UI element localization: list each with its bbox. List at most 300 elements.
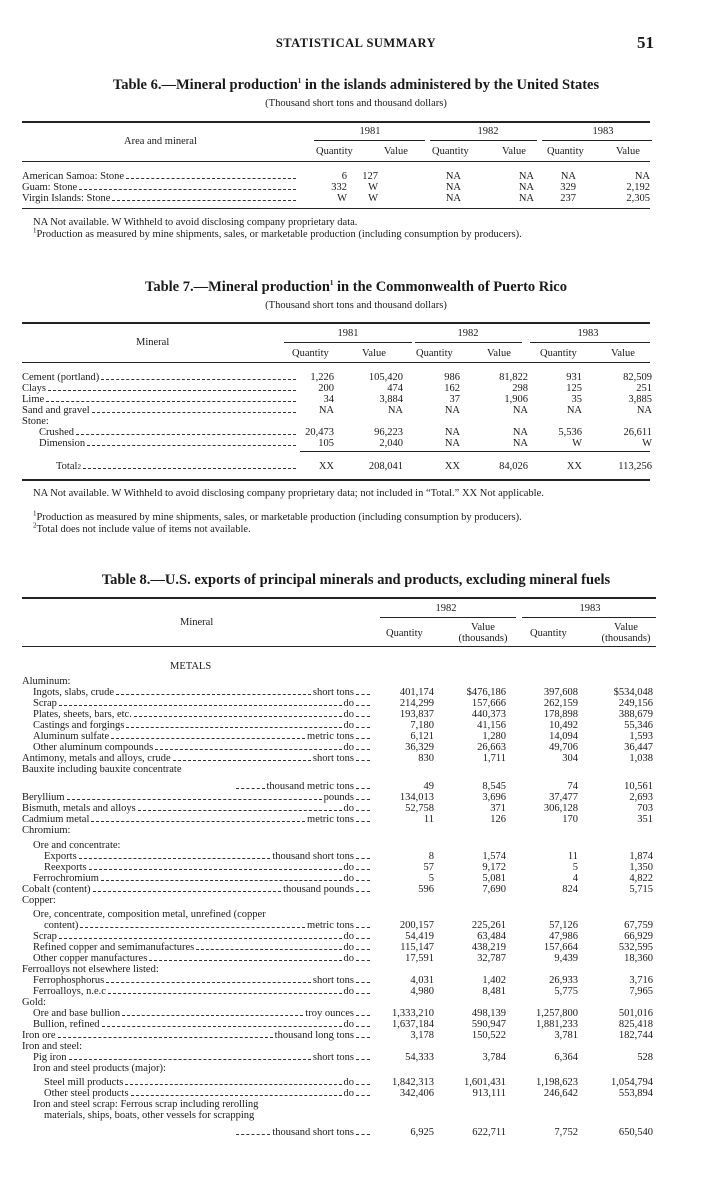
table8-cell: 214,299: [399, 698, 434, 709]
table8-title: Table 8.—U.S. exports of principal minerals and products, excluding mineral fuels: [101, 572, 611, 588]
table6-year-1982: 1982: [477, 126, 499, 137]
table8-cell: 14,094: [549, 731, 578, 742]
table7-col-label: Mineral: [136, 337, 170, 348]
table8-row: [33, 975, 372, 986]
table7-cell: 125: [566, 383, 582, 394]
leader-dots: [76, 434, 296, 435]
table7-cell: 1,906: [504, 394, 528, 405]
table8-row-label: Castings and forgings: [33, 720, 125, 731]
table6-year-1981: 1981: [359, 126, 381, 137]
table8-row: [22, 895, 372, 906]
table8-row: [33, 1008, 372, 1019]
table8-cell: 8,545: [482, 781, 506, 792]
leader-dots: [356, 927, 370, 928]
table8-row-label: Aluminum sulfate: [33, 731, 110, 742]
table8-row-label: Ferrophosphorus: [33, 975, 105, 986]
table6-cell: NA: [560, 171, 576, 182]
table8-row-label: Reexports: [44, 862, 87, 873]
table8-cell: 342,406: [399, 1088, 434, 1099]
table8-row: [33, 873, 372, 884]
table8-cell: 11: [567, 851, 578, 862]
table8-cell: 47,986: [549, 931, 578, 942]
table8-row-label: Cadmium metal: [22, 814, 90, 825]
table7-title-tail: in the Commonwealth of Puerto Rico: [333, 279, 567, 295]
table8-cell: 703: [637, 803, 653, 814]
table8-row-unit: thousand metric tons: [266, 781, 354, 792]
table7-row-label: Stone:: [22, 416, 49, 427]
table8-cell: 26,933: [549, 975, 578, 986]
table8-cell: 262,159: [543, 698, 578, 709]
leader-dots: [106, 982, 311, 983]
table8-year-1982: 1982: [435, 603, 457, 614]
leader-dots: [58, 1037, 273, 1038]
table8-col-label: Mineral: [180, 617, 214, 628]
table8-cell: 1,257,800: [536, 1008, 578, 1019]
table8-cell: 5: [572, 862, 578, 873]
table6-cell: 6: [341, 171, 347, 182]
table8-row-unit: thousand short tons: [272, 851, 354, 862]
table7-note3: [33, 521, 659, 536]
table8-quantity-head: Quantity: [386, 628, 423, 639]
table8-cell: 401,174: [399, 687, 434, 698]
table7-cell: 474: [387, 383, 403, 394]
table8-row: [33, 698, 372, 709]
leader-dots: [356, 799, 370, 800]
table8-row-unit: do: [343, 803, 354, 814]
table8-row: [234, 1127, 372, 1138]
table8-cell: 1,054,794: [611, 1077, 653, 1088]
table7-value-head: Value: [362, 348, 386, 359]
table6-cell: W: [368, 182, 378, 193]
leader-dots: [356, 694, 370, 695]
table8-cell: 7,690: [482, 884, 506, 895]
leader-dots: [125, 1084, 341, 1085]
table8-cell: 134,013: [399, 792, 434, 803]
table8-cell: $534,048: [613, 687, 653, 698]
leader-dots: [59, 938, 342, 939]
table8-cell: 1,280: [482, 731, 506, 742]
leader-dots: [131, 1095, 342, 1096]
table8-row: [33, 1099, 372, 1110]
table8-row: [22, 1030, 372, 1041]
table8-row-label: Bismuth, metals and alloys: [22, 803, 136, 814]
table8-year-rule: [522, 617, 656, 618]
leader-dots: [356, 993, 370, 994]
table8-row-label: Ore and base bullion: [33, 1008, 121, 1019]
table8-cell: 1,198,623: [536, 1077, 578, 1088]
table8-cell: 74: [567, 781, 578, 792]
table8-head-rule: [22, 646, 656, 647]
table8-row: [22, 814, 372, 825]
table8-cell: 126: [490, 814, 506, 825]
leader-dots: [356, 891, 370, 892]
table8-cell: 49: [423, 781, 434, 792]
table8-row-label: Iron and steel scrap: Ferrous scrap including rerolling: [33, 1099, 259, 1110]
table7-cell: 3,885: [628, 394, 652, 405]
table7-cell: NA: [512, 405, 528, 416]
leader-dots: [102, 1026, 342, 1027]
leader-dots: [356, 788, 370, 789]
table8-row-label: Beryllium: [22, 792, 65, 803]
table7-row: [39, 427, 298, 438]
table7-row: [22, 405, 298, 416]
leader-dots: [79, 858, 271, 859]
table7-top-rule: [22, 322, 650, 324]
table8-row-label: Iron and steel:: [22, 1041, 83, 1052]
table8-quantity-head: Quantity: [530, 628, 567, 639]
table8-row: [22, 764, 372, 775]
table8-cell: 249,156: [618, 698, 653, 709]
table8-row: [33, 742, 372, 753]
table8-cell: 10,492: [549, 720, 578, 731]
table8-cell: 57,126: [549, 920, 578, 931]
table7-cell: W: [572, 438, 582, 449]
table8-year-1983: 1983: [579, 603, 601, 614]
table6-value-head: Value: [384, 146, 408, 157]
table8-cell: 1,842,313: [392, 1077, 434, 1088]
table6-quantity-head: Quantity: [547, 146, 584, 157]
table8-row: [22, 792, 372, 803]
table8-cell: 824: [562, 884, 578, 895]
table8-row-unit: short tons: [312, 753, 354, 764]
table7-note1: NA Not available. W Withheld to avoid disclosing company proprietary data; not included in “Total.” XX Not applicable.: [33, 488, 544, 499]
table7-cell: 3,884: [379, 394, 403, 405]
table8-cell: 67,759: [624, 920, 653, 931]
table8-cell: 200,157: [399, 920, 434, 931]
table7-cell: NA: [444, 427, 460, 438]
table8-cell: 18,360: [624, 953, 653, 964]
table7-bottom-rule: [22, 479, 650, 481]
leader-dots: [59, 705, 342, 706]
table7-cell: 105,420: [368, 372, 403, 383]
running-header: STATISTICAL SUMMARY: [275, 36, 437, 50]
table8-row-label: Steel mill products: [44, 1077, 124, 1088]
leader-dots: [356, 858, 370, 859]
table8-row-unit: metric tons: [307, 731, 354, 742]
table7-value-head: Value: [611, 348, 635, 359]
leader-dots: [92, 412, 296, 413]
table7-total-label: Total: [56, 461, 78, 472]
table8-cell: 4,822: [629, 873, 653, 884]
table7-value-head: Value: [487, 348, 511, 359]
table7-row: [22, 416, 298, 427]
table8-cell: 5,775: [554, 986, 578, 997]
table8-cell: 9,439: [554, 953, 578, 964]
leader-dots: [236, 788, 265, 789]
table8-cell: 4,980: [410, 986, 434, 997]
table6-cell: NA: [634, 171, 650, 182]
table8-cell: 52,758: [405, 803, 434, 814]
table7-row-label: Crushed: [39, 427, 74, 438]
table8-cell: 1,333,210: [392, 1008, 434, 1019]
table7-row-label: Dimension: [39, 438, 86, 449]
leader-dots: [83, 468, 296, 469]
table7-note3-text: Total does not include value of items not available.: [36, 524, 251, 535]
table6-year-1983: 1983: [592, 126, 614, 137]
table8-cell: 6,925: [410, 1127, 434, 1138]
table7-cell: 105: [318, 438, 334, 449]
table7-cell: 251: [636, 383, 652, 394]
table6-cell: NA: [445, 193, 461, 204]
table6-cell: NA: [518, 171, 534, 182]
table8-cell: 3,716: [629, 975, 653, 986]
table6-cell: NA: [445, 171, 461, 182]
table8-row-label: Copper:: [22, 895, 56, 906]
table8-cell: 9,172: [482, 862, 506, 873]
table8-cell: 438,219: [471, 942, 506, 953]
table7-cell: 35: [571, 394, 582, 405]
table8-row-unit: do: [343, 942, 354, 953]
table6-cell: 237: [560, 193, 576, 204]
table8-row-label: Cobalt (content): [22, 884, 91, 895]
leader-dots: [196, 949, 341, 950]
table8-row-label: Chromium:: [22, 825, 71, 836]
table8-cell: 304: [562, 753, 578, 764]
table8-cell: 1,881,233: [536, 1019, 578, 1030]
table6-cell: W: [368, 193, 378, 204]
table7-total-cell: 208,041: [368, 461, 403, 472]
table8-row: [44, 851, 372, 862]
leader-dots: [101, 379, 296, 380]
table8-cell: 830: [418, 753, 434, 764]
table7-cell: 298: [512, 383, 528, 394]
leader-dots: [356, 960, 370, 961]
table8-row-unit: do: [343, 953, 354, 964]
table8-row: [33, 840, 372, 851]
leader-dots: [356, 738, 370, 739]
table8-row-unit: thousand long tons: [274, 1030, 354, 1041]
table8-cell: 157,666: [471, 698, 506, 709]
table7-cell: 1,226: [310, 372, 334, 383]
table7-quantity-head: Quantity: [292, 348, 329, 359]
table8-cell: 225,261: [471, 920, 506, 931]
table7-cell: NA: [444, 438, 460, 449]
table6-title: [0, 77, 712, 94]
table8-value-unit-head: (thousands): [601, 633, 651, 644]
table8-row-unit: do: [343, 1077, 354, 1088]
table8-section-metals: METALS: [170, 661, 212, 672]
table8-cell: 351: [637, 814, 653, 825]
table8-row-unit: do: [343, 720, 354, 731]
table8-row-label: content): [44, 920, 79, 931]
table8-cell: 5,081: [482, 873, 506, 884]
table6-note2: [33, 226, 653, 241]
table7-note2-sup: 1: [33, 509, 37, 518]
table7-cell: NA: [444, 405, 460, 416]
leader-dots: [46, 401, 296, 402]
table8-row-label: Bullion, refined: [33, 1019, 100, 1030]
table8-row-label: Ingots, slabs, crude: [33, 687, 115, 698]
table7-title-sup: 1: [329, 279, 334, 288]
table7-cell: NA: [387, 405, 403, 416]
table7-total-cell: 113,256: [618, 461, 652, 472]
table8-row-label: materials, ships, boats, other vessels for scrapping: [44, 1110, 255, 1121]
table8-row-label: Ore, concentrate, composition metal, unrefined (copper: [33, 909, 266, 920]
table6-year-rule: [430, 140, 537, 141]
table8-row: [33, 1063, 372, 1074]
table8-cell: 5,715: [629, 884, 653, 895]
table6-cell: 127: [362, 171, 378, 182]
table8-cell: 7,752: [554, 1127, 578, 1138]
table7-cell: 82,509: [623, 372, 652, 383]
leader-dots: [356, 1059, 370, 1060]
table8-cell: 26,663: [477, 742, 506, 753]
table8-cell: 193,837: [399, 709, 434, 720]
table6-cell: NA: [445, 182, 461, 193]
table8-row-label: Other steel products: [44, 1088, 129, 1099]
table6-cell: NA: [518, 193, 534, 204]
table8-cell: 115,147: [400, 942, 434, 953]
table8-cell: 66,929: [624, 931, 653, 942]
table8-row: [22, 803, 372, 814]
table8-row-unit: thousand pounds: [283, 884, 354, 895]
table8-row-label: Other aluminum compounds: [33, 742, 154, 753]
table7-cell: NA: [512, 427, 528, 438]
leader-dots: [236, 1134, 270, 1135]
table8-cell: 532,595: [618, 942, 653, 953]
table6-row-label: American Samoa: Stone: [22, 171, 125, 182]
leader-dots: [356, 869, 370, 870]
table7-note2-text: Production as measured by mine shipments, sales, or marketable production (including consumption by producers).: [36, 512, 522, 523]
table8-row-label: Iron ore: [22, 1030, 56, 1041]
leader-dots: [80, 927, 305, 928]
table8-cell: 37,477: [549, 792, 578, 803]
leader-dots: [138, 810, 342, 811]
table8-row-unit: thousand short tons: [272, 1127, 354, 1138]
table8-cell: 4,031: [410, 975, 434, 986]
table6-col-label: Area and mineral: [124, 136, 197, 147]
table7-note2: [33, 509, 659, 524]
table8-row-unit: pounds: [323, 792, 354, 803]
table6-quantity-head: Quantity: [432, 146, 469, 157]
table7-quantity-head: Quantity: [540, 348, 577, 359]
table8-cell: 54,333: [405, 1052, 434, 1063]
table8-row-label: Gold:: [22, 997, 46, 1008]
table8-cell: 590,947: [471, 1019, 506, 1030]
table8-row-label: Plates, sheets, bars, etc.: [33, 709, 132, 720]
table8-cell: 55,346: [624, 720, 653, 731]
leader-dots: [112, 200, 296, 201]
table8-row-unit: do: [343, 698, 354, 709]
leader-dots: [356, 821, 370, 822]
table7-year-rule: [284, 342, 412, 343]
table8-row-label: Other copper manufactures: [33, 953, 148, 964]
table8-cell: 498,139: [471, 1008, 506, 1019]
leader-dots: [356, 1015, 370, 1016]
table8-cell: 3,784: [482, 1052, 506, 1063]
leader-dots: [173, 760, 311, 761]
table8-cell: 1,874: [629, 851, 653, 862]
table8-cell: 1,711: [482, 753, 506, 764]
leader-dots: [356, 1095, 370, 1096]
table7-cell: 81,822: [499, 372, 528, 383]
table8-row: [22, 997, 372, 1008]
table8-cell: 54,419: [405, 931, 434, 942]
table6-subtitle: (Thousand short tons and thousand dollars): [265, 98, 447, 109]
table8-cell: 3,696: [482, 792, 506, 803]
leader-dots: [67, 799, 322, 800]
table8-row-label: Bauxite including bauxite concentrate: [22, 764, 182, 775]
table8-row-label: Antimony, metals and alloys, crude: [22, 753, 171, 764]
leader-dots: [356, 1037, 370, 1038]
table8-value-head: Value: [471, 622, 495, 633]
table8-row: [33, 1019, 372, 1030]
table8-cell: 1,601,431: [464, 1077, 506, 1088]
table8-cell: 57: [423, 862, 434, 873]
table7-row-label: Clays: [22, 383, 46, 394]
table8-row: [44, 920, 372, 931]
table8-year-rule: [380, 617, 516, 618]
table6-note2-sup: 1: [33, 226, 37, 235]
table6-cell: 2,192: [626, 182, 650, 193]
table8-row-unit: do: [343, 742, 354, 753]
table6-cell: W: [337, 193, 347, 204]
table8-row-label: Ferroalloys not elsewhere listed:: [22, 964, 159, 975]
leader-dots: [356, 982, 370, 983]
table8-row: [22, 1041, 372, 1052]
table6-title-tail: in the islands administered by the United States: [301, 77, 600, 93]
table8-row-unit: do: [343, 862, 354, 873]
table7-total-cell: XX: [444, 461, 460, 472]
leader-dots: [116, 694, 311, 695]
table8-cell: 36,329: [405, 742, 434, 753]
leader-dots: [149, 960, 341, 961]
leader-dots: [356, 760, 370, 761]
table8-row-label: Refined copper and semimanufactures: [33, 942, 195, 953]
table7-title-text: Table 7.—Mineral production: [145, 279, 330, 295]
table8-row-unit: do: [343, 873, 354, 884]
table7-total-cell: XX: [318, 461, 334, 472]
table8-cell: 8: [428, 851, 434, 862]
table7-subtitle: (Thousand short tons and thousand dollars): [265, 300, 447, 311]
table8-row-label: Exports: [44, 851, 77, 862]
table8-cell: 10,561: [624, 781, 653, 792]
leader-dots: [356, 949, 370, 950]
table8-row-unit: troy ounces: [305, 1008, 354, 1019]
table7-row: [22, 394, 298, 405]
table8-row-label: Scrap: [33, 698, 57, 709]
table8-cell: 41,156: [477, 720, 506, 731]
table8-cell: 913,111: [472, 1088, 506, 1099]
table6-cell: 2,305: [626, 193, 650, 204]
table8-row-label: Ore and concentrate:: [33, 840, 121, 851]
table8-row-unit: do: [343, 1019, 354, 1030]
table7-year-1981: 1981: [337, 328, 359, 339]
leader-dots: [356, 1134, 370, 1135]
table8-cell: 11: [423, 814, 434, 825]
table8-cell: 8,481: [482, 986, 506, 997]
table7-total-cell: 84,026: [499, 461, 528, 472]
leader-dots: [356, 880, 370, 881]
table8-cell: 1,038: [629, 753, 653, 764]
table6-year-rule: [314, 140, 425, 141]
table7-total-row: Total 2: [56, 461, 298, 472]
table8-cell: 622,711: [472, 1127, 506, 1138]
table6-quantity-head: Quantity: [316, 146, 353, 157]
table8-cell: 650,540: [618, 1127, 653, 1138]
table7-year-rule: [415, 342, 522, 343]
table8-row: [44, 1077, 372, 1088]
table8-row-label: Aluminum:: [22, 676, 71, 687]
table8-row: [22, 825, 372, 836]
leader-dots: [356, 716, 370, 717]
table8-row: [44, 1088, 372, 1099]
table7-cell: 986: [444, 372, 460, 383]
table7-title: [0, 279, 712, 296]
table8-row: [33, 909, 372, 920]
table6-title-sup: 1: [297, 77, 302, 86]
table8-cell: 6,121: [410, 731, 434, 742]
